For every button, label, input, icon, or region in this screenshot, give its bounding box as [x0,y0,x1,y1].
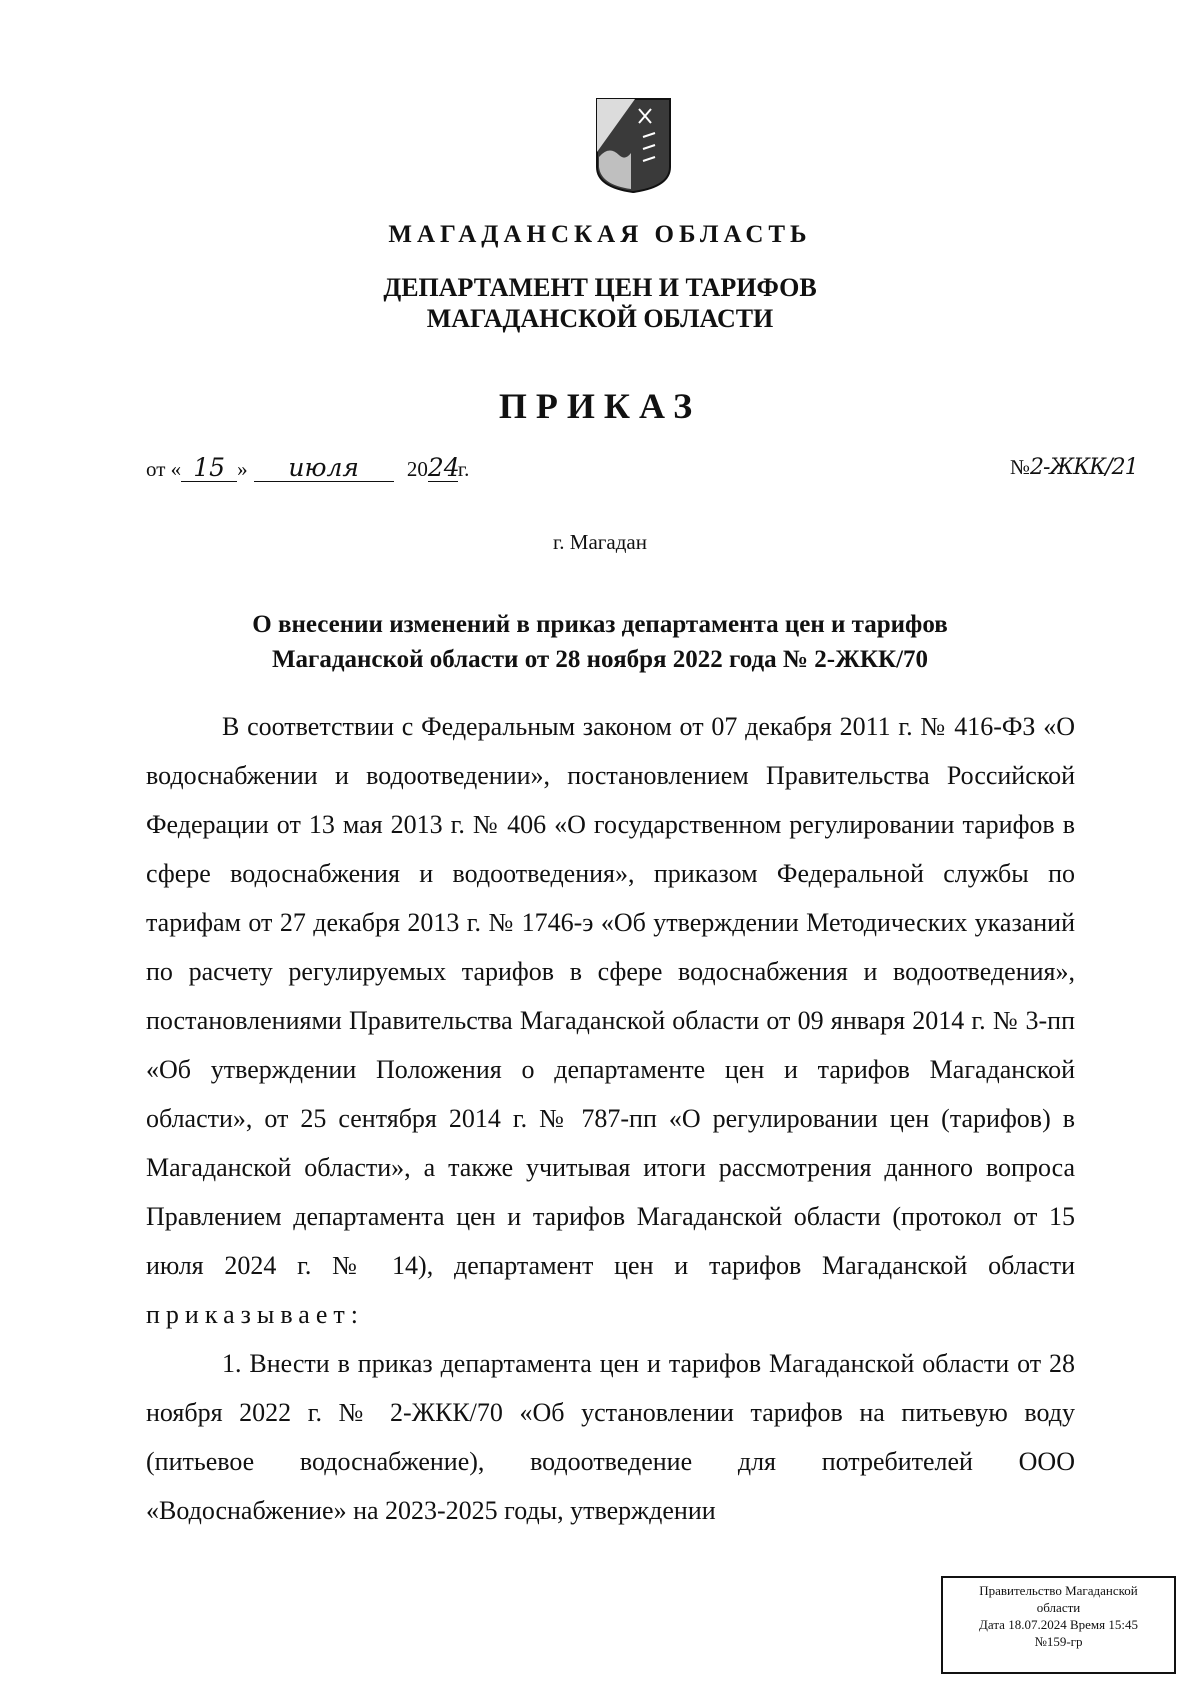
handwritten-year: 24 [427,453,460,482]
stamp-line-1: Правительство Магаданской [979,1583,1138,1598]
document-type-title: ПРИКАЗ [498,386,702,426]
department-title-line-1: ДЕПАРТАМЕНТ ЦЕН И ТАРИФОВ [383,273,817,302]
order-body [146,702,1075,1535]
order-number [1010,455,1138,480]
subject-line-2: Магаданской области от 28 ноября 2022 года № 2-ЖКК/70 [271,646,929,673]
year-prefix: 20 [406,457,428,481]
stamp-line-2: области [1036,1600,1081,1615]
stamp-line-4: №159-гр [1034,1634,1083,1649]
date-suffix: г. [457,457,470,481]
number-prefix: № [1010,455,1031,479]
preamble-text: В соответствии с Федеральным законом от 07 декабря 2011 г. № 416-ФЗ «О водоснабжении и водоотведении», постановлением Правительства Российской Федерации от 13 мая 2013 г. № 406 «О государственном регулировании тарифов в сфере водоснабжения и водоотведения», приказом Федеральной службы по тарифам от 27 декабря 2013 г. № 1746-э «Об утверждении Методических указаний по расчету регулируемых тарифов в сфере водоснабжения и водоотведения», постановлениями Правительства Магаданской области от 09 января 2014 г. № 3-пп «Об утверждении Положения о департаменте цен и тарифов Магаданской области», от 25 сентября 2014 г. № 787-пп «О регулировании цен (тарифов) в Магаданской области», а также учитывая итоги рассмотрения данного вопроса Правлением департамента цен и тарифов Магаданской области (протокол от 15 июля 2024 г. № 14), департамент цен и тарифов Магаданской области [146,712,1075,1280]
order-date [146,455,469,482]
handwritten-day: 15 [181,455,237,482]
region-title: МАГАДАНСКАЯ ОБЛАСТЬ [388,221,812,248]
preamble-paragraph [146,702,1075,1339]
orders-word: приказывает: [146,1300,364,1329]
handwritten-number: 2-ЖКК/21 [1030,455,1138,480]
city-line: г. Магадан [553,530,647,554]
stamp-line-3: Дата 18.07.2024 Время 15:45 [979,1617,1138,1632]
order-subject [0,607,1200,677]
coat-of-arms-icon [595,97,672,193]
clause-1-paragraph: 1. Внести в приказ департамента цен и тарифов Магаданской области от 28 ноября 2022 г. № 2-ЖКК/70 «Об установлении тарифов на питьевую воду (питьевое водоснабжение), водоотведение для потребителей ООО «Водоснабжение» на 2023-2025 годы, утверждении [146,1349,1075,1525]
date-mid: » [237,457,248,481]
handwritten-month: июля [254,455,394,482]
registration-stamp [941,1576,1176,1674]
date-prefix: от « [146,457,182,481]
subject-line-1: О внесении изменений в приказ департамента цен и тарифов [252,611,948,638]
department-title-line-2: МАГАДАНСКОЙ ОБЛАСТИ [426,304,774,333]
department-title [0,272,1200,334]
